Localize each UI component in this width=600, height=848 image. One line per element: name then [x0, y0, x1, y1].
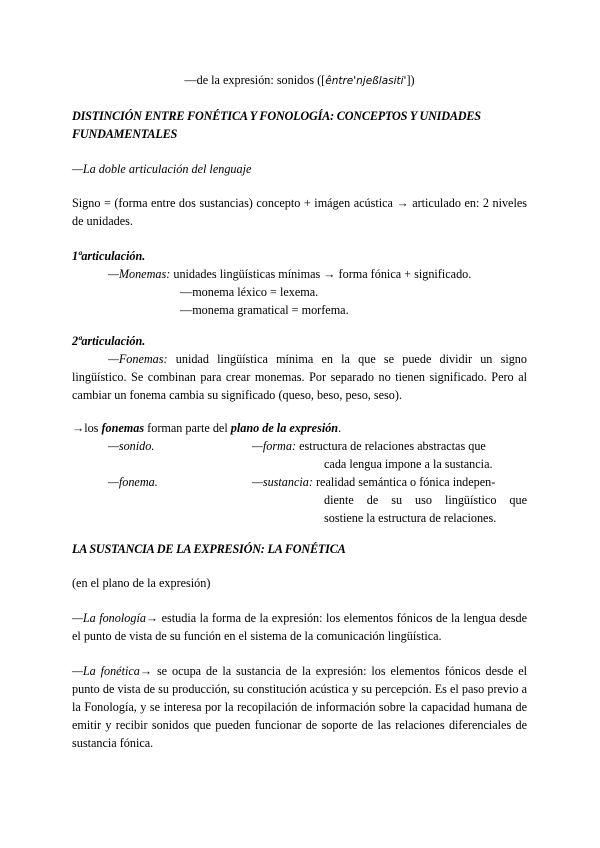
- plano-pre: →los: [72, 421, 102, 435]
- monema-gramatical: —monema gramatical = morfema.: [180, 303, 349, 317]
- table-row: [72, 491, 527, 509]
- monemas-label: —Monemas:: [108, 267, 171, 281]
- fonemas-label: —Fonemas:: [108, 352, 168, 366]
- forma-label: —forma:: [252, 439, 297, 453]
- sustancia-text-3: sostiene la estructura de relaciones.: [324, 511, 497, 525]
- sustancia-label: —sustancia:: [252, 475, 313, 489]
- forma-line: [252, 437, 527, 455]
- fonologia-paragraph: [72, 609, 527, 645]
- section-heading-distincion: [72, 107, 527, 143]
- segunda-articulacion-block: [72, 332, 527, 404]
- sustancia-text-1: realidad semántica o fónica indepen-: [312, 475, 496, 489]
- plano-expresion-line: [72, 419, 527, 437]
- top-line: [72, 71, 527, 90]
- plano-note: (en el plano de la expresión): [72, 576, 211, 590]
- plano-fonemas: fonemas: [101, 421, 145, 435]
- top-line-prefix: —de la expresión: sonidos ([: [184, 73, 326, 87]
- forma-text-2: cada lengua impone a la sustancia.: [324, 457, 493, 471]
- sustancia-line: [252, 473, 527, 491]
- section-heading-sustancia: LA SUSTANCIA DE LA EXPRESIÓN: LA FONÉTICA: [72, 542, 346, 556]
- primera-articulacion-title: 1ªarticulación.: [72, 249, 146, 263]
- plano-de-la-expresion: plano de la expresión: [230, 421, 339, 435]
- fonetica-text: → se ocupa de la sustancia de la expresión: los elementos fónicos desde el punto de vista de su producción, su constitución acústica y su percepción. Es el paso previo a la Fonología, y se interesa por la recopilación de información sobre la capacidad humana de emitir y recibir sonidos que pueden funcionar de soporte de las relaciones diferenciales de sustancia fónica.: [72, 664, 527, 750]
- monemas-line: [72, 265, 527, 283]
- fonema-label: —fonema.: [108, 475, 158, 489]
- fonologia-text: → estudia la forma de la expresión: los elementos fónicos de la lengua desde el punto de vista de su función en el sistema de la comunicación lingüística.: [72, 611, 527, 643]
- table-row: [72, 473, 527, 491]
- plano-mid: forman parte del: [144, 421, 231, 435]
- primera-articulacion-block: [72, 247, 527, 319]
- plano-post: .: [338, 421, 342, 435]
- table-row: [72, 455, 527, 473]
- sonido-label: —sonido.: [108, 439, 155, 453]
- fonemas-paragraph: [72, 350, 527, 404]
- forma-text-1: estructura de relaciones abstractas que: [296, 439, 486, 453]
- segunda-articulacion-title: 2ªarticulación.: [72, 334, 146, 348]
- fonologia-label: —La fonología: [72, 611, 146, 625]
- table-row: [72, 437, 527, 455]
- table-row: [72, 509, 527, 527]
- monema-lexico: —monema léxico = lexema.: [180, 285, 319, 299]
- heading-line-1: DISTINCIÓN ENTRE FONÉTICA Y FONOLOGÍA: CONCEPTOS Y UNIDADES: [72, 109, 481, 123]
- fonetica-paragraph: [72, 662, 527, 752]
- phonetic-transcription: êntre'njeßlasiti': [325, 75, 407, 87]
- subtitle-doble-articulacion: —La doble articulación del lenguaje: [72, 162, 252, 176]
- forma-sustancia-table: [72, 437, 527, 527]
- signo-paragraph: Signo = (forma entre dos sustancias) concepto + imágen acústica → articulado en: 2 niveles de unidades.: [72, 196, 527, 228]
- sustancia-text-2: diente de su uso lingüístico que: [324, 493, 527, 507]
- monemas-text: unidades lingüísticas mínimas → forma fónica + significado.: [170, 267, 472, 281]
- heading-line-2: FUNDAMENTALES: [72, 127, 178, 141]
- top-line-suffix: ]): [406, 73, 415, 87]
- fonetica-label: —La fonética: [72, 664, 140, 678]
- fonemas-text: unidad lingüística mínima en la que se puede dividir un signo lingüístico. Se combinan para crear monemas. Por separado no tienen significado. Pero al cambiar un fonema cambia su significado (queso, beso, peso, seso).: [72, 352, 527, 402]
